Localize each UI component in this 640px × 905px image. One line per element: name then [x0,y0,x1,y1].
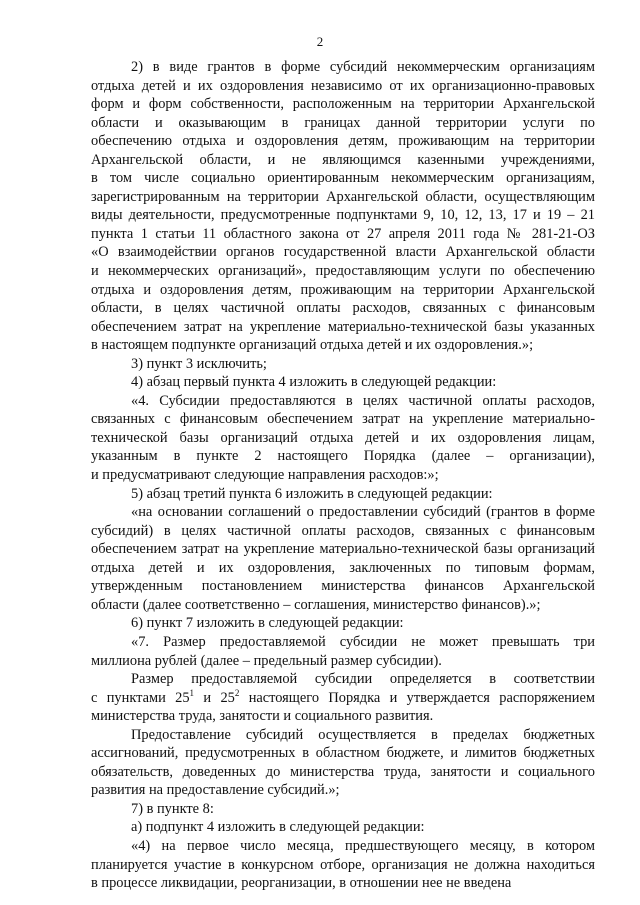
text-line: министерства труда, занятости и социального развития. [91,708,434,725]
text-line: и некоммерческих организаций», предоставляющим услуги по обеспечению [91,263,595,280]
text-line: обеспечением затрат на укрепление материально-технической базы указанных [91,318,595,335]
text-line: обеспечением затрат на укрепление материально-технической базы организаций [91,541,595,558]
paragraph [91,355,595,374]
text-line: отдыха детей и их оздоровления независимо от их организационно-правовых [91,77,595,94]
text-line: области и оказывающим в границах данной территории услуги по [91,114,595,131]
text-line: Архангельской области, и не являющимся казенными учреждениями, [91,151,595,168]
text-line: указанным в пункте 2 настоящего Порядка (далее – организации), [91,448,595,465]
text-line: 4) абзац первый пункта 4 изложить в следующей редакции: [131,374,497,391]
text-line: планируется участие в конкурсном отборе, организация не должна находиться [91,856,595,873]
paragraph [91,726,595,800]
text-line: пункта 1 статьи 11 областного закона от 27 апреля 2011 года № 281-21-ОЗ [91,225,595,242]
paragraph [91,670,595,726]
text-line: виды деятельности, предусмотренные подпунктами 9, 10, 12, 13, 17 и 19 – 21 [91,207,595,224]
text-line: «4. Субсидии предоставляются в целях частичной оплаты расходов, [131,392,595,409]
superscript: 2 [234,687,240,698]
page-number: 2 [316,34,324,49]
text-line: утвержденным постановлением министерства финансов Архангельской [91,578,595,595]
text-line: Размер предоставляемой субсидии определяется в соответствии [131,671,595,688]
text-line: области (далее соответственно – соглашения, министерство финансов).»; [91,596,541,613]
text-line: 5) абзац третий пункта 6 изложить в следующей редакции: [131,485,493,502]
document-body [91,58,595,893]
text-line: области, в целях частичной оплаты расходов, связанных с финансовым [91,300,595,317]
paragraph [91,392,595,485]
paragraph [91,614,595,633]
paragraph [91,837,595,893]
text-line: в настоящем подпункте организаций отдыха детей и их оздоровления.»; [91,337,534,354]
text-line: обеспечению отдыха и оздоровления детям, проживающим на территории [91,133,595,150]
superscript: 1 [189,687,195,698]
text-line: и предусматривают следующие направления расходов:»; [91,467,439,484]
text-line: 2) в виде грантов в форме субсидий некоммерческим организациям [131,59,595,75]
text-line: с пунктами $25^1$ и $25^2$ настоящего Порядка и утверждается распоряжением [91,687,595,706]
text-line: в процессе ликвидации, реорганизации, в отношении нее не введена [91,875,512,892]
text-line: отдыха и оздоровления детям, проживающим на территории Архангельской [91,281,595,298]
text-line: «на основании соглашений о предоставлении субсидий (грантов в форме [131,504,595,521]
text-line: субсидий) в целях частичной оплаты расходов, связанных с финансовым [91,522,595,539]
text-line: 7) в пункте 8: [131,800,214,817]
paragraph [91,373,595,392]
text-line: «4) на первое число месяца, предшествующего месяцу, в котором [131,837,595,854]
paragraph [91,503,595,614]
text-line: технической базы организаций отдыха детей и их оздоровления лицам, [91,429,595,446]
text-line: отдыха детей и их оздоровления, заключенных по типовым формам, [91,559,595,576]
text-line: «О взаимодействии органов государственной власти Архангельской области [91,244,595,261]
text-line: развития на предоставление субсидий.»; [91,782,340,799]
text-line: Предоставление субсидий осуществляется в пределах бюджетных [131,726,595,743]
text-line: связанных с финансовым обеспечением затрат на укрепление материально- [91,411,595,428]
text-line: ассигнований, предусмотренных в областном бюджете, и лимитов бюджетных [91,745,595,762]
paragraph [91,800,595,819]
text-line: в том числе социально ориентированным некоммерческим организациям, [91,170,595,187]
text-line: обязательств, доведенных до министерства труда, занятости и социального [91,763,595,780]
text-line: «7. Размер предоставляемой субсидии не может превышать три [131,633,595,650]
paragraph [91,485,595,504]
text-line: форм и форм собственности, расположенным на территории Архангельской [91,96,595,113]
text-line: 3) пункт 3 исключить; [131,355,267,372]
text-line: зарегистрированным на территории Архангельской области, осуществляющим [91,188,595,205]
paragraph [91,818,595,837]
paragraph [91,58,595,355]
text-line: миллиона рублей (далее – предельный размер субсидии). [91,652,442,669]
text-line: 6) пункт 7 изложить в следующей редакции: [131,615,404,632]
text-line: а) подпункт 4 изложить в следующей редакции: [131,819,425,836]
paragraph [91,633,595,670]
